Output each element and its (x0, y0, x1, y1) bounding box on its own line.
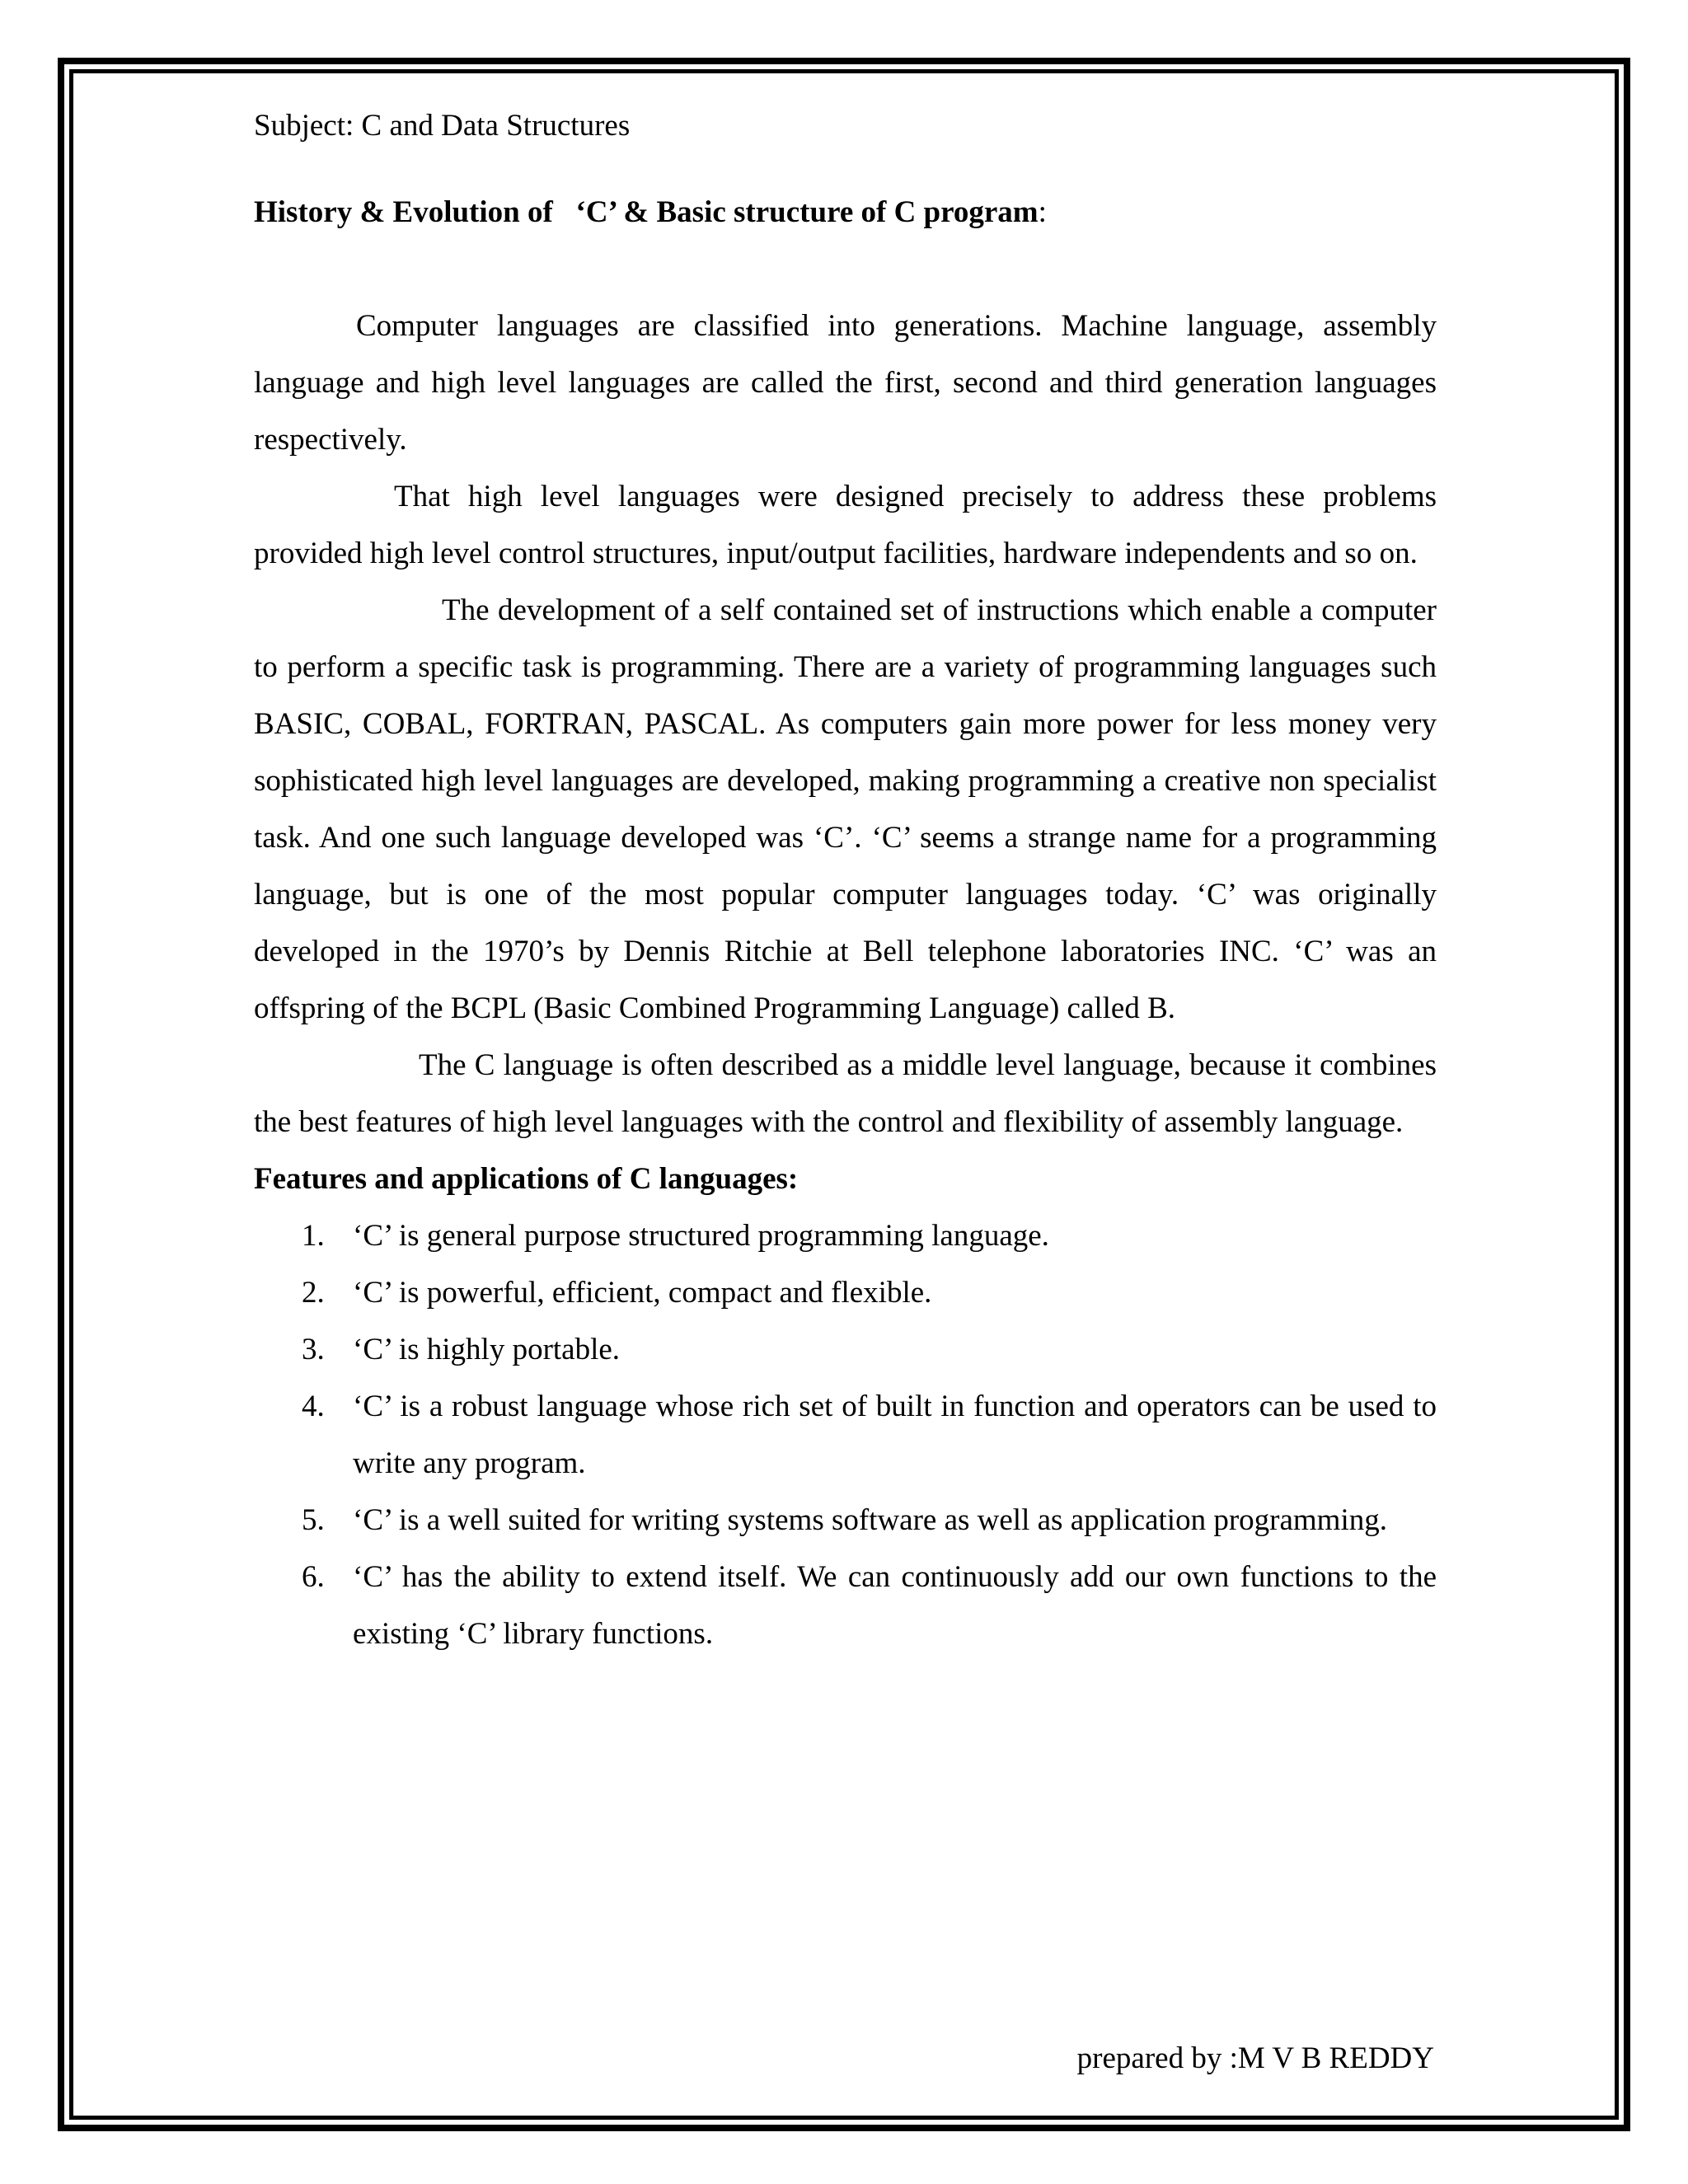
section-heading (254, 184, 1437, 241)
subject-line: Subject: C and Data Structures (254, 109, 631, 143)
list-item (254, 1492, 1437, 1549)
list-item (254, 1264, 1437, 1321)
paragraph-middle-level: The C language is often described as a middle level language, because it combines the best features of high level languages with the control and flexibility of assembly language. (254, 1048, 1437, 1139)
section-heading-text: History & Evolution of ‘C’ & Basic structure of C program (254, 195, 1039, 229)
list-item (254, 1321, 1437, 1378)
list-item-text: ‘C’ has the ability to extend itself. We can continuously add our own functions to the existing ‘C’ library functions. (353, 1560, 1437, 1651)
document-body (254, 97, 1437, 1662)
list-item-number: 4. (302, 1390, 325, 1423)
section-heading-colon: : (1038, 195, 1047, 229)
features-heading: Features and applications of C languages: (254, 1162, 799, 1196)
list-item-number: 3. (302, 1333, 325, 1366)
list-item-text: ‘C’ is general purpose structured programming language. (353, 1219, 1049, 1253)
list-item-number: 2. (302, 1276, 325, 1310)
list-item-text: ‘C’ is a well suited for writing systems software as well as application programming. (353, 1503, 1387, 1537)
list-item (254, 1549, 1437, 1662)
list-item-text: ‘C’ is powerful, efficient, compact and flexible. (353, 1276, 932, 1310)
list-item-number: 1. (302, 1219, 325, 1253)
feature-list (254, 1207, 1437, 1662)
paragraph-high-level: That high level languages were designed precisely to address these problems provided high level control structures, input/output facilities, hardware independents and so on. (254, 480, 1437, 570)
list-item-text: ‘C’ is a robust language whose rich set of built in function and operators can be used to write any program. (353, 1390, 1437, 1480)
list-item-number: 5. (302, 1503, 325, 1537)
paragraph-development: The development of a self contained set of instructions which enable a computer to perform a specific task is programming. There are a variety of programming languages such BASIC, COBAL, FORTRAN, PASCAL. As computers gain more power for less money very sophisticated high level languages are developed, making programming a creative non specialist task. And one such language developed was ‘C’. ‘C’ seems a strange name for a programming language, but is one of the most popular computer languages today. ‘C’ was originally developed in the 1970’s by Dennis Ritchie at Bell telephone laboratories INC. ‘C’ was an offspring of the BCPL (Basic Combined Programming Language) called B. (254, 593, 1437, 1025)
list-item-text: ‘C’ is highly portable. (353, 1333, 621, 1366)
list-item-number: 6. (302, 1560, 325, 1594)
list-item (254, 1378, 1437, 1492)
footer-author: prepared by :M V B REDDY (1076, 2041, 1434, 2075)
paragraph-generations: Computer languages are classified into generations. Machine language, assembly language and high level languages are called the first, second and third generation languages respectively. (254, 309, 1437, 457)
list-item (254, 1207, 1437, 1264)
